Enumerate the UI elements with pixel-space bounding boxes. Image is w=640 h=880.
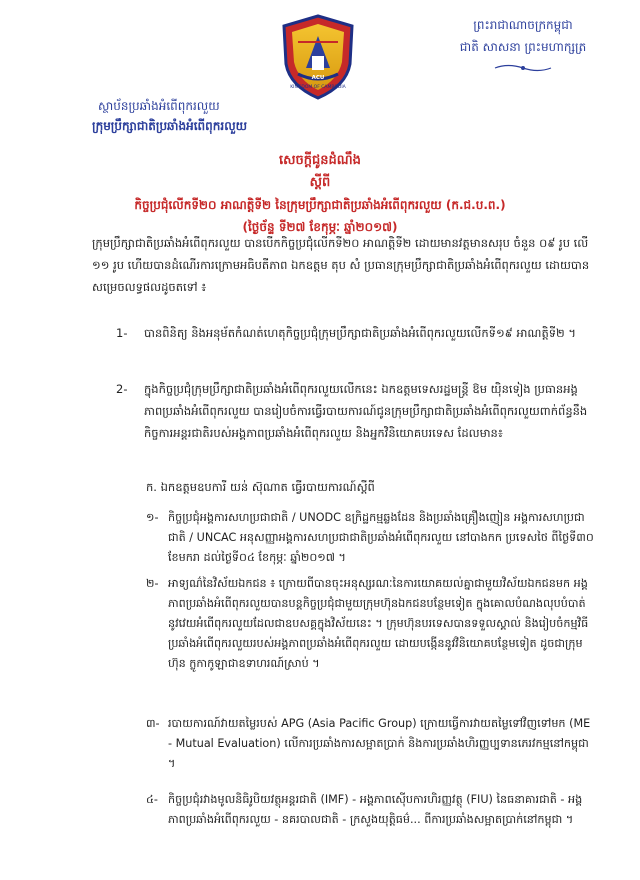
sub-item-3 <box>146 714 594 774</box>
title-line-3: កិច្ចប្រជុំលើកទី២០ អាណត្តិទី២ នៃក្រុមប្រឹក្សាជាតិប្រឆាំងអំពើពុករលួយ (ក.ជ.ប.ព.) <box>134 198 506 212</box>
agency-line-1: ស្ថាប័នប្រឆាំងអំពើពុករលួយ <box>98 99 220 113</box>
kingdom-header <box>438 14 608 80</box>
sub-item-4-number: ៤- <box>146 793 158 806</box>
sub-heading: ក. ឯកឧត្តមឧបការី យន់ ស៊ុណាត ធ្វើរបាយការណ៍ស្តីពី <box>146 480 375 494</box>
sub-item-2-text: អាទ្យណ៌នៃវិស័យឯកជន ៖ ក្រោយពីបានចុះអនុស្សរណៈនៃការយោគយល់គ្នាជាមួយវិស័យឯកជនមក អង្គភាពប្រឆាំងអំពើពុករលួយបានបន្តកិច្ចប្រជុំជាមួយក្រុមហ៊ុនឯកជនបន្ថែមទៀត ក្នុងគោលបំណងលុបបំបាត់នូវវេយអំពើពុករលួយដែលជាឧបសគ្គក្នុងវិស័យនេះ ។ ក្រុមហ៊ុនបរទេសបានទទួលស្គាល់ និងរៀបចំកម្មវិធីប្រឆាំងអំពើពុករលួយរបស់អង្គភាពប្រឆាំងអំពើពុករលួយ ដោយបង្កើននូវវិនិយោគបន្ថែមទៀត ដូចជាក្រុមហ៊ុន ក្លូកាកូឡាជាឧទាហរណ៍ស្រាប់ ។ <box>168 577 589 670</box>
sub-item-1-text: កិច្ចប្រជុំអង្គការសហប្រជាជាតិ / UNODC ឧក្រិដ្ឋកម្មឆ្លងដែន និងប្រឆាំងគ្រឿងញៀន អង្គការសហប្រជាជាតិ / UNCAC អនុសញ្ញាអង្គការសហប្រជាជាតិប្រឆាំងអំពើពុករលួយ នៅបាងកក ប្រទេសថៃ ពីថ្ងៃទី៣០ ខែមករា ដល់ថ្ងៃទី០៤ ខែកុម្ភៈ ឆ្នាំ២០១៧ ។ <box>168 511 594 564</box>
kingdom-line-2: ជាតិ សាសនា ព្រះមហាក្សត្រ <box>459 40 587 54</box>
item-2 <box>116 378 594 444</box>
intro-paragraph: ក្រុមប្រឹក្សាជាតិប្រឆាំងអំពើពុករលួយ បានបើកកិច្ចប្រជុំលើកទី២០ អាណត្តិទី២ ដោយមានវត្តមានសរុប ចំនួន ០៩ រូប លើ ១១ រូប ហើយបានដំណើរការក្រោមអធិបតីភាព ឯកឧត្តម តុប សំ ប្រធានក្រុមប្រឹក្សាជាតិប្រឆាំងអំពើពុករលួយ ដោយបានសម្រេចលទ្ធផលដូចតទៅ ៖ <box>92 236 590 294</box>
item-1-number: 1- <box>116 326 128 340</box>
document-title <box>0 150 640 238</box>
item-1-text: បានពិនិត្យ និងអនុម័តកំណត់ហេតុកិច្ចប្រជុំក្រុមប្រឹក្សាជាតិប្រឆាំងអំពើពុករលួយលើកទី១៩ អាណត្តិទី២ ។ <box>144 326 576 340</box>
sub-item-4 <box>146 790 594 830</box>
agency-line-2: ក្រុមប្រឹក្សាជាតិប្រឆាំងអំពើពុករលួយ <box>92 119 248 133</box>
sub-item-3-number: ៣- <box>146 717 160 730</box>
item-2-text: ក្នុងកិច្ចប្រជុំក្រុមប្រឹក្សាជាតិប្រឆាំងអំពើពុករលួយលើកនេះ ឯកឧត្តមទេសរដ្ឋមន្ត្រី ឱម យ៉ិនទៀង ប្រធានអង្គភាពប្រឆាំងអំពើពុករលួយ បានរៀបចំការធ្វើរបាយការណ៍ជូនក្រុមប្រឹក្សាជាតិប្រឆាំងអំពើពុករលួយពាក់ព័ន្ធនឹងកិច្ចការអន្តរជាតិរបស់អង្គភាពប្រឆាំងអំពើពុករលួយ និងអ្នកវិនិយោគបរទេស ដែលមាន៖ <box>144 382 588 440</box>
item-2-number: 2- <box>116 382 128 396</box>
title-line-2: ស្តីពី <box>309 175 331 190</box>
emblem-caption: ACU <box>311 75 325 81</box>
sub-item-2 <box>146 574 594 674</box>
sub-item-1 <box>146 508 594 568</box>
sub-item-4-text: កិច្ចប្រជុំរវាងមូលនិធិរូបិយវត្ថុអន្តរជាតិ (IMF) - អង្គភាពស៊ើបការហិរញ្ញវត្ថុ (FIU) នៃធនាគារជាតិ - អង្គភាពប្រឆាំងអំពើពុករលួយ - នគរបាលជាតិ - ក្រសួងយុត្តិធម៌... ពីការប្រឆាំងសម្អាតប្រាក់នៅកម្ពុជា ។ <box>168 793 583 826</box>
sub-item-1-number: ១- <box>146 511 159 524</box>
title-line-4: (ថ្ងៃច័ន្ទ ទី២៧ ខែកុម្ភៈ ឆ្នាំ២០១៧) <box>242 220 398 234</box>
title-line-1: សេចក្តីជូនដំណឹង <box>279 153 361 168</box>
sub-item-2-number: ២- <box>146 577 159 590</box>
item-1 <box>116 322 594 344</box>
agency-header <box>92 96 292 136</box>
kingdom-ornament-icon <box>493 63 553 73</box>
sub-item-3-text: របាយការណ៍វាយតម្លៃរបស់ APG (Asia Pacific Group) ក្រោយធ្វើការវាយតម្លៃទៅវិញទៅមក (ME - Mutual Evaluation) លើការប្រឆាំងការសម្អាតប្រាក់ និងការប្រឆាំងហិរញ្ញប្បទានភេរវកម្មនៅកម្ពុជា ។ <box>168 717 591 770</box>
emblem-caption-2: KINGDOM OF CAMBODIA <box>290 85 346 90</box>
acu-emblem <box>276 12 360 102</box>
kingdom-line-1: ព្រះរាជាណាចក្រកម្ពុជា <box>473 18 573 32</box>
